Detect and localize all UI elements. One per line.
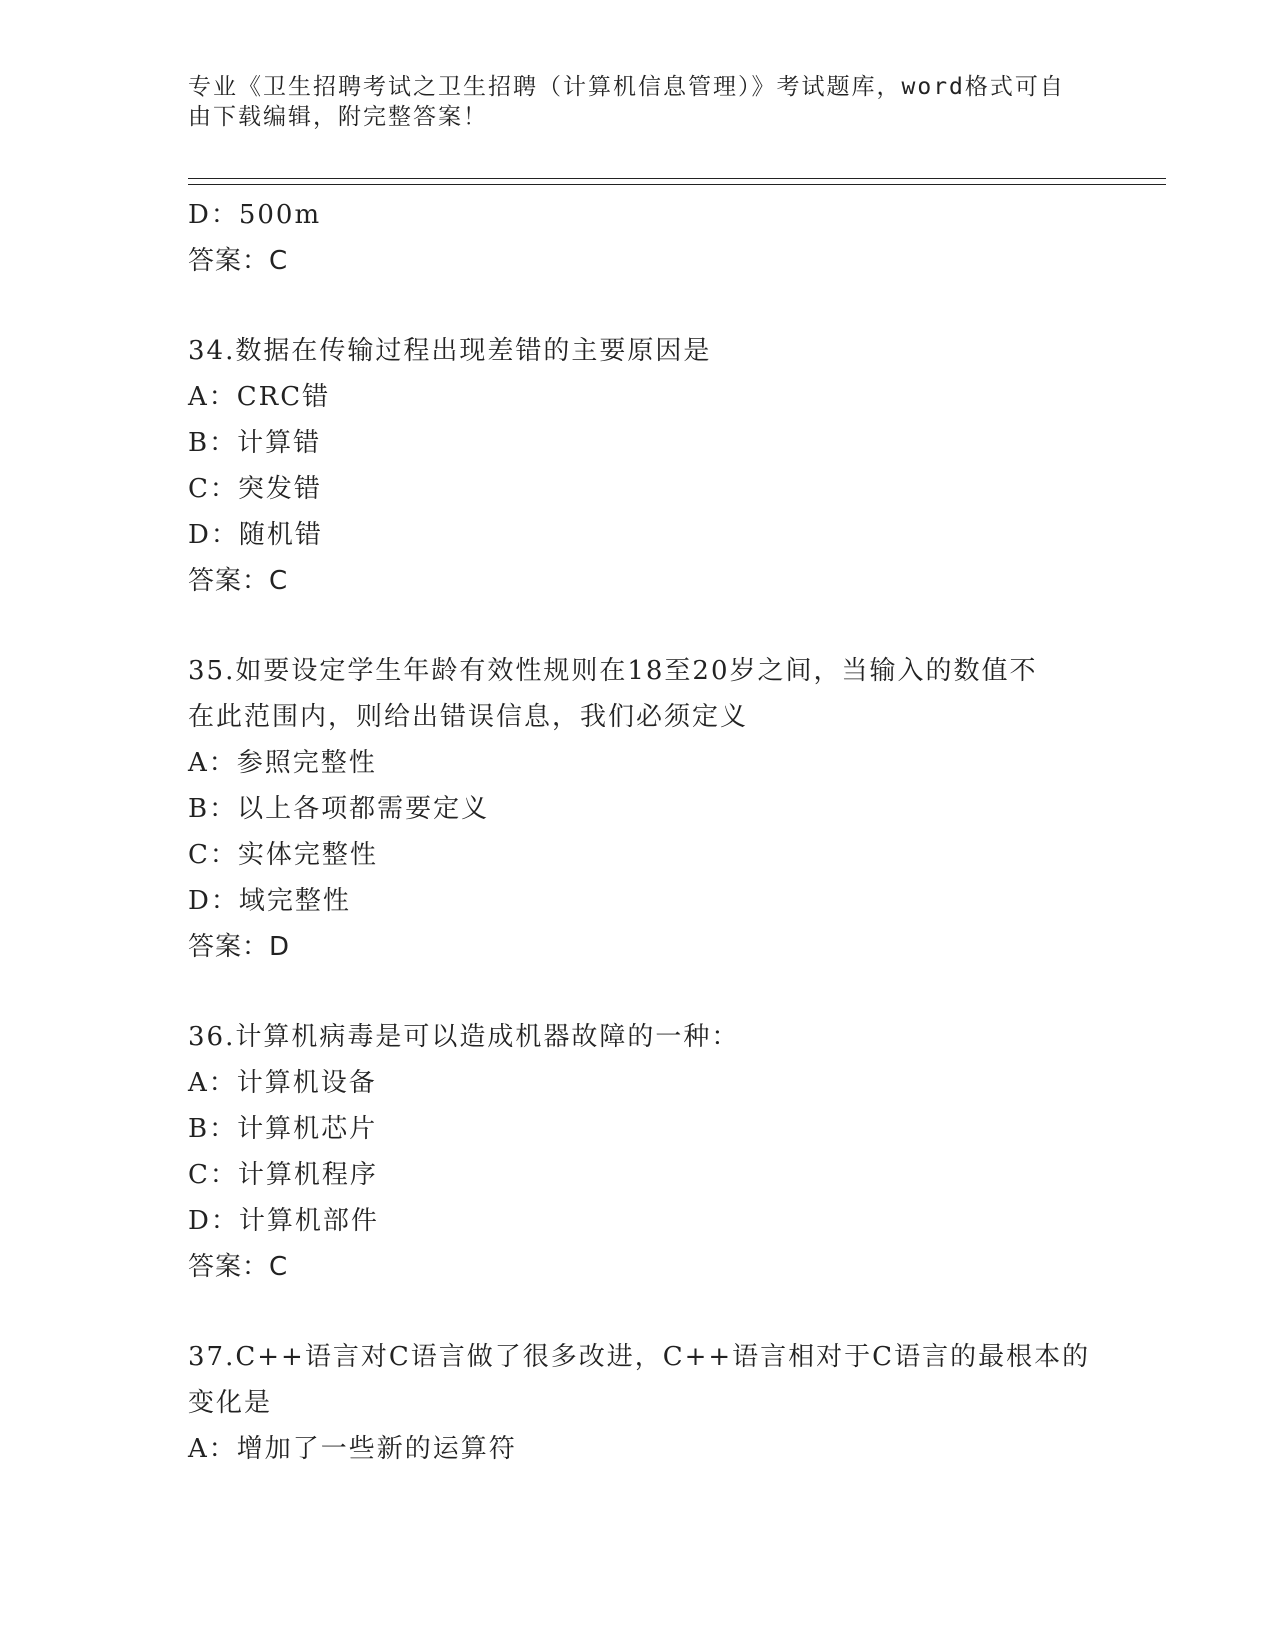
answer-text: 答案：C: [188, 566, 289, 596]
option-a: A：CRC错: [188, 382, 331, 412]
question-block-34: [188, 328, 1088, 604]
option-c: C：计算机程序: [188, 1160, 378, 1190]
option-a: A：计算机设备: [188, 1068, 377, 1098]
header-title-line-2: 由下载编辑，附完整答案！: [188, 104, 488, 130]
spacer: [188, 1290, 1088, 1334]
option-c: C：突发错: [188, 474, 322, 504]
option-c: C：实体完整性: [188, 840, 378, 870]
option-a: A：参照完整性: [188, 748, 377, 778]
answer-text: 答案：D: [188, 932, 291, 962]
question-block-35: [188, 648, 1088, 970]
spacer: [188, 970, 1088, 1014]
question-text: 34.数据在传输过程出现差错的主要原因是: [188, 336, 712, 366]
option-d: D：随机错: [188, 520, 323, 550]
option-d: D：500m: [188, 200, 322, 230]
option-d: D：域完整性: [188, 886, 351, 916]
header-divider-top: [188, 178, 1166, 179]
option-b: B：计算机芯片: [188, 1114, 378, 1144]
question-text-line-2: 变化是: [188, 1388, 273, 1418]
option-d: D：计算机部件: [188, 1206, 379, 1236]
question-block-33: [188, 192, 1088, 284]
spacer: [188, 604, 1088, 648]
question-block-37: [188, 1334, 1091, 1472]
header-title-line-1: 专业《卫生招聘考试之卫生招聘（计算机信息管理）》考试题库，word格式可自: [188, 74, 1065, 100]
question-text-line-1: 37.C++语言对C语言做了很多改进，C++语言相对于C语言的最根本的: [188, 1342, 1091, 1372]
header-divider-bottom: [188, 184, 1166, 185]
question-text: 36.计算机病毒是可以造成机器故障的一种：: [188, 1022, 740, 1052]
question-block-36: [188, 1014, 1088, 1290]
question-text-line-1: 35.如要设定学生年龄有效性规则在18至20岁之间，当输入的数值不: [188, 656, 1038, 686]
spacer: [188, 284, 1088, 328]
answer-text: 答案：C: [188, 246, 289, 276]
option-a: A：增加了一些新的运算符: [188, 1434, 517, 1464]
question-text-line-2: 在此范围内，则给出错误信息，我们必须定义: [188, 702, 749, 732]
option-b: B：计算错: [188, 428, 322, 458]
document-header: [188, 72, 1088, 132]
answer-text: 答案：C: [188, 1252, 289, 1282]
option-b: B：以上各项都需要定义: [188, 794, 490, 824]
question-list: [188, 192, 1091, 1472]
